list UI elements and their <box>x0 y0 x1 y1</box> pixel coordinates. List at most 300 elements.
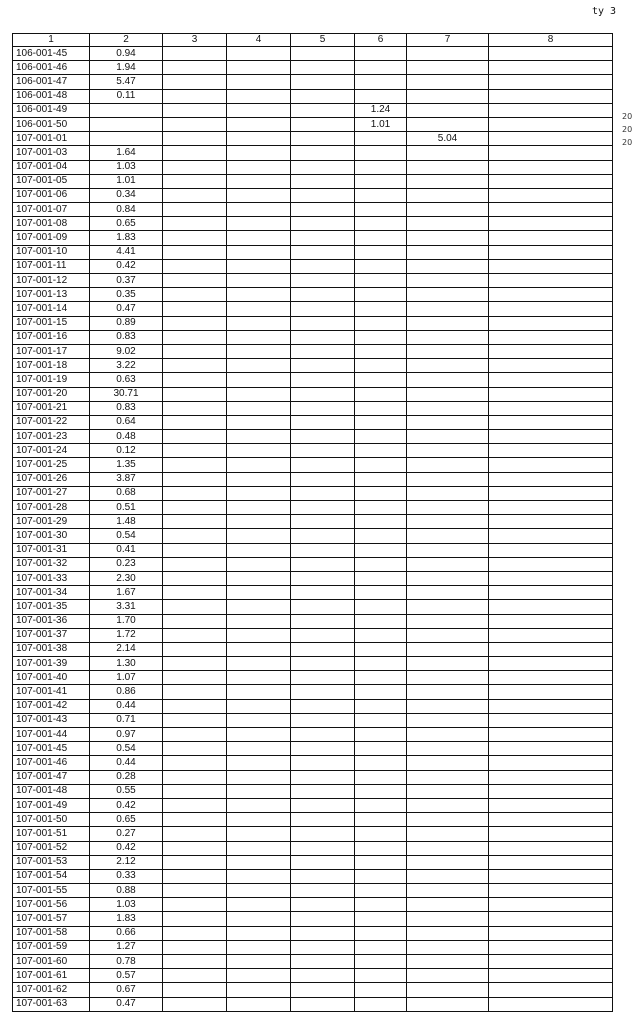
value-cell <box>407 855 489 869</box>
table-row <box>13 713 613 727</box>
value-cell <box>163 940 227 954</box>
value-cell <box>407 728 489 742</box>
value-cell <box>355 373 407 387</box>
table-row <box>13 926 613 940</box>
parcel-code-cell: 107-001-32 <box>13 557 90 571</box>
value-cell <box>407 344 489 358</box>
value-cell <box>291 728 355 742</box>
parcel-code-cell: 107-001-59 <box>13 940 90 954</box>
table-row <box>13 430 613 444</box>
value-cell <box>489 359 613 373</box>
value-cell <box>355 174 407 188</box>
parcel-code-cell: 107-001-35 <box>13 600 90 614</box>
value-cell <box>227 359 291 373</box>
parcel-code-cell: 107-001-52 <box>13 841 90 855</box>
value-cell <box>227 756 291 770</box>
value-cell <box>355 245 407 259</box>
value-cell <box>163 430 227 444</box>
value-cell <box>489 955 613 969</box>
value-cell <box>407 146 489 160</box>
value-cell: 4.41 <box>90 245 163 259</box>
value-cell <box>489 926 613 940</box>
value-cell <box>355 444 407 458</box>
value-cell <box>489 472 613 486</box>
value-cell <box>163 855 227 869</box>
table-row <box>13 912 613 926</box>
value-cell <box>489 288 613 302</box>
value-cell <box>227 245 291 259</box>
value-cell <box>163 770 227 784</box>
value-cell: 0.34 <box>90 188 163 202</box>
value-cell <box>489 997 613 1011</box>
parcel-code-cell: 106-001-47 <box>13 75 90 89</box>
value-cell <box>291 969 355 983</box>
value-cell <box>291 827 355 841</box>
parcel-code-cell: 107-001-21 <box>13 401 90 415</box>
value-cell <box>407 969 489 983</box>
value-cell <box>407 827 489 841</box>
value-cell <box>291 316 355 330</box>
value-cell <box>355 955 407 969</box>
table-row <box>13 600 613 614</box>
table-row <box>13 955 613 969</box>
parcel-code-cell: 107-001-34 <box>13 586 90 600</box>
value-cell: 0.65 <box>90 813 163 827</box>
table-row <box>13 699 613 713</box>
value-cell <box>489 274 613 288</box>
table-row <box>13 117 613 131</box>
table-row <box>13 571 613 585</box>
value-cell <box>355 586 407 600</box>
value-cell <box>227 571 291 585</box>
value-cell <box>291 344 355 358</box>
table-row <box>13 89 613 103</box>
value-cell <box>489 543 613 557</box>
value-cell <box>291 642 355 656</box>
value-cell <box>291 983 355 997</box>
value-cell <box>489 444 613 458</box>
value-cell <box>355 671 407 685</box>
value-cell <box>227 855 291 869</box>
value-cell <box>489 529 613 543</box>
value-cell <box>407 160 489 174</box>
parcel-code-cell: 107-001-60 <box>13 955 90 969</box>
value-cell <box>489 671 613 685</box>
value-cell <box>227 955 291 969</box>
table-row <box>13 160 613 174</box>
value-cell <box>355 415 407 429</box>
margin-mark: 20 <box>622 125 633 134</box>
value-cell <box>407 529 489 543</box>
value-cell <box>227 628 291 642</box>
value-cell <box>227 685 291 699</box>
value-cell <box>227 969 291 983</box>
value-cell <box>291 188 355 202</box>
parcel-code-cell: 107-001-39 <box>13 657 90 671</box>
value-cell <box>291 288 355 302</box>
value-cell <box>163 458 227 472</box>
table-row <box>13 316 613 330</box>
table-row <box>13 103 613 117</box>
column-header: 1 <box>13 34 90 47</box>
value-cell <box>227 231 291 245</box>
parcel-code-cell: 107-001-03 <box>13 146 90 160</box>
value-cell <box>407 600 489 614</box>
parcel-code-cell: 107-001-33 <box>13 571 90 585</box>
value-cell <box>227 798 291 812</box>
value-cell <box>163 89 227 103</box>
value-cell <box>489 458 613 472</box>
value-cell: 0.47 <box>90 302 163 316</box>
value-cell <box>489 557 613 571</box>
table-row <box>13 217 613 231</box>
value-cell <box>291 543 355 557</box>
value-cell <box>407 713 489 727</box>
value-cell <box>489 742 613 756</box>
value-cell <box>489 898 613 912</box>
value-cell <box>355 430 407 444</box>
value-cell <box>355 302 407 316</box>
value-cell <box>407 89 489 103</box>
table-row <box>13 444 613 458</box>
value-cell <box>407 373 489 387</box>
value-cell <box>407 898 489 912</box>
value-cell <box>227 302 291 316</box>
value-cell <box>489 642 613 656</box>
table-row <box>13 798 613 812</box>
value-cell <box>291 359 355 373</box>
value-cell <box>227 387 291 401</box>
value-cell: 9.02 <box>90 344 163 358</box>
value-cell <box>407 401 489 415</box>
value-cell <box>227 501 291 515</box>
value-cell <box>227 657 291 671</box>
value-cell <box>489 259 613 273</box>
parcel-code-cell: 107-001-27 <box>13 486 90 500</box>
page-number: ty 3 <box>592 6 617 17</box>
value-cell: 0.68 <box>90 486 163 500</box>
value-cell: 2.30 <box>90 571 163 585</box>
parcel-code-cell: 107-001-10 <box>13 245 90 259</box>
value-cell: 1.83 <box>90 912 163 926</box>
table-row <box>13 756 613 770</box>
table-row <box>13 784 613 798</box>
value-cell <box>355 529 407 543</box>
table-row <box>13 657 613 671</box>
value-cell: 0.12 <box>90 444 163 458</box>
value-cell <box>355 486 407 500</box>
value-cell <box>291 600 355 614</box>
value-cell <box>407 486 489 500</box>
value-cell <box>227 926 291 940</box>
value-cell <box>163 997 227 1011</box>
value-cell <box>90 117 163 131</box>
table-row <box>13 841 613 855</box>
value-cell <box>227 174 291 188</box>
value-cell <box>489 61 613 75</box>
value-cell <box>163 827 227 841</box>
value-cell <box>227 940 291 954</box>
value-cell <box>227 160 291 174</box>
table-row <box>13 401 613 415</box>
value-cell <box>489 813 613 827</box>
value-cell <box>407 955 489 969</box>
value-cell <box>227 288 291 302</box>
value-cell <box>163 841 227 855</box>
value-cell <box>163 245 227 259</box>
value-cell <box>227 671 291 685</box>
value-cell <box>227 728 291 742</box>
value-cell: 5.04 <box>407 132 489 146</box>
value-cell <box>407 288 489 302</box>
value-cell <box>227 415 291 429</box>
value-cell <box>291 557 355 571</box>
value-cell: 1.01 <box>355 117 407 131</box>
value-cell: 1.35 <box>90 458 163 472</box>
value-cell <box>163 600 227 614</box>
margin-mark: 20 <box>622 112 633 121</box>
value-cell: 1.67 <box>90 586 163 600</box>
table-row <box>13 940 613 954</box>
parcel-code-cell: 107-001-41 <box>13 685 90 699</box>
value-cell <box>489 586 613 600</box>
value-cell <box>163 798 227 812</box>
parcel-code-cell: 107-001-05 <box>13 174 90 188</box>
value-cell <box>291 955 355 969</box>
value-cell <box>407 458 489 472</box>
value-cell <box>163 146 227 160</box>
value-cell: 1.01 <box>90 174 163 188</box>
value-cell <box>355 501 407 515</box>
table-row <box>13 132 613 146</box>
value-cell <box>163 728 227 742</box>
value-cell: 0.41 <box>90 543 163 557</box>
value-cell <box>227 884 291 898</box>
value-cell: 3.22 <box>90 359 163 373</box>
value-cell: 1.24 <box>355 103 407 117</box>
table-row <box>13 458 613 472</box>
value-cell <box>407 61 489 75</box>
value-cell <box>489 401 613 415</box>
value-cell <box>489 699 613 713</box>
value-cell <box>407 657 489 671</box>
value-cell <box>291 274 355 288</box>
value-cell <box>489 344 613 358</box>
value-cell: 30.71 <box>90 387 163 401</box>
parcel-code-cell: 107-001-06 <box>13 188 90 202</box>
value-cell <box>163 401 227 415</box>
value-cell <box>355 813 407 827</box>
value-cell: 1.64 <box>90 146 163 160</box>
value-cell <box>489 614 613 628</box>
value-cell <box>407 245 489 259</box>
table-row <box>13 47 613 61</box>
value-cell <box>489 657 613 671</box>
value-cell <box>227 103 291 117</box>
value-cell <box>291 855 355 869</box>
value-cell <box>355 600 407 614</box>
parcel-code-cell: 107-001-01 <box>13 132 90 146</box>
parcel-code-cell: 107-001-58 <box>13 926 90 940</box>
value-cell <box>407 798 489 812</box>
value-cell <box>291 685 355 699</box>
value-cell <box>489 47 613 61</box>
value-cell: 0.54 <box>90 529 163 543</box>
value-cell <box>489 571 613 585</box>
value-cell <box>355 217 407 231</box>
table-row <box>13 501 613 515</box>
value-cell <box>355 543 407 557</box>
value-cell <box>355 387 407 401</box>
value-cell <box>489 728 613 742</box>
value-cell <box>489 600 613 614</box>
value-cell <box>291 458 355 472</box>
parcel-code-cell: 107-001-38 <box>13 642 90 656</box>
value-cell <box>227 898 291 912</box>
ledger-table <box>12 33 613 1012</box>
value-cell <box>227 188 291 202</box>
parcel-code-cell: 107-001-55 <box>13 884 90 898</box>
value-cell <box>163 869 227 883</box>
value-cell <box>291 302 355 316</box>
value-cell <box>291 869 355 883</box>
table-row <box>13 557 613 571</box>
table-row <box>13 359 613 373</box>
table-row <box>13 770 613 784</box>
table-row <box>13 259 613 273</box>
value-cell <box>355 359 407 373</box>
value-cell <box>163 117 227 131</box>
table-row <box>13 344 613 358</box>
value-cell: 0.66 <box>90 926 163 940</box>
value-cell <box>163 47 227 61</box>
value-cell <box>163 685 227 699</box>
table-row <box>13 75 613 89</box>
value-cell <box>407 274 489 288</box>
value-cell: 0.54 <box>90 742 163 756</box>
parcel-code-cell: 107-001-56 <box>13 898 90 912</box>
value-cell <box>227 586 291 600</box>
value-cell <box>291 146 355 160</box>
value-cell <box>355 47 407 61</box>
value-cell <box>291 501 355 515</box>
value-cell <box>489 486 613 500</box>
parcel-code-cell: 107-001-63 <box>13 997 90 1011</box>
value-cell <box>163 330 227 344</box>
value-cell <box>407 316 489 330</box>
value-cell <box>489 430 613 444</box>
parcel-code-cell: 107-001-17 <box>13 344 90 358</box>
value-cell <box>407 543 489 557</box>
parcel-code-cell: 107-001-07 <box>13 203 90 217</box>
value-cell: 0.42 <box>90 841 163 855</box>
parcel-code-cell: 107-001-37 <box>13 628 90 642</box>
value-cell <box>489 217 613 231</box>
table-row <box>13 884 613 898</box>
value-cell: 1.07 <box>90 671 163 685</box>
parcel-code-cell: 107-001-14 <box>13 302 90 316</box>
value-cell <box>291 245 355 259</box>
value-cell: 0.97 <box>90 728 163 742</box>
table-row <box>13 685 613 699</box>
value-cell <box>407 642 489 656</box>
parcel-code-cell: 107-001-46 <box>13 756 90 770</box>
value-cell <box>407 501 489 515</box>
value-cell <box>163 203 227 217</box>
value-cell: 0.55 <box>90 784 163 798</box>
value-cell <box>489 884 613 898</box>
value-cell <box>407 103 489 117</box>
value-cell <box>291 160 355 174</box>
value-cell <box>407 203 489 217</box>
parcel-code-cell: 107-001-47 <box>13 770 90 784</box>
value-cell <box>291 770 355 784</box>
parcel-code-cell: 107-001-42 <box>13 699 90 713</box>
value-cell <box>227 614 291 628</box>
table-row <box>13 983 613 997</box>
value-cell <box>489 231 613 245</box>
value-cell <box>163 756 227 770</box>
value-cell: 0.48 <box>90 430 163 444</box>
column-header: 5 <box>291 34 355 47</box>
value-cell <box>489 203 613 217</box>
value-cell <box>489 89 613 103</box>
value-cell: 1.48 <box>90 515 163 529</box>
table-row <box>13 302 613 316</box>
value-cell <box>489 302 613 316</box>
value-cell <box>407 586 489 600</box>
value-cell <box>291 614 355 628</box>
value-cell <box>163 259 227 273</box>
table-row <box>13 231 613 245</box>
value-cell <box>163 75 227 89</box>
table-row <box>13 373 613 387</box>
value-cell: 2.12 <box>90 855 163 869</box>
value-cell <box>163 742 227 756</box>
table-row <box>13 586 613 600</box>
value-cell: 1.72 <box>90 628 163 642</box>
value-cell <box>489 827 613 841</box>
value-cell <box>355 160 407 174</box>
table-row <box>13 330 613 344</box>
value-cell: 1.30 <box>90 657 163 671</box>
table-row <box>13 671 613 685</box>
value-cell <box>355 940 407 954</box>
value-cell <box>227 841 291 855</box>
value-cell <box>407 231 489 245</box>
value-cell <box>489 160 613 174</box>
value-cell <box>407 742 489 756</box>
parcel-code-cell: 107-001-08 <box>13 217 90 231</box>
value-cell <box>291 47 355 61</box>
value-cell <box>407 188 489 202</box>
value-cell <box>489 515 613 529</box>
value-cell <box>489 798 613 812</box>
value-cell <box>291 75 355 89</box>
value-cell <box>227 813 291 827</box>
value-cell <box>227 486 291 500</box>
value-cell <box>291 231 355 245</box>
value-cell <box>407 472 489 486</box>
value-cell: 1.83 <box>90 231 163 245</box>
value-cell <box>407 75 489 89</box>
value-cell <box>355 571 407 585</box>
value-cell <box>163 926 227 940</box>
parcel-code-cell: 107-001-23 <box>13 430 90 444</box>
value-cell <box>227 827 291 841</box>
value-cell <box>227 47 291 61</box>
value-cell <box>163 501 227 515</box>
